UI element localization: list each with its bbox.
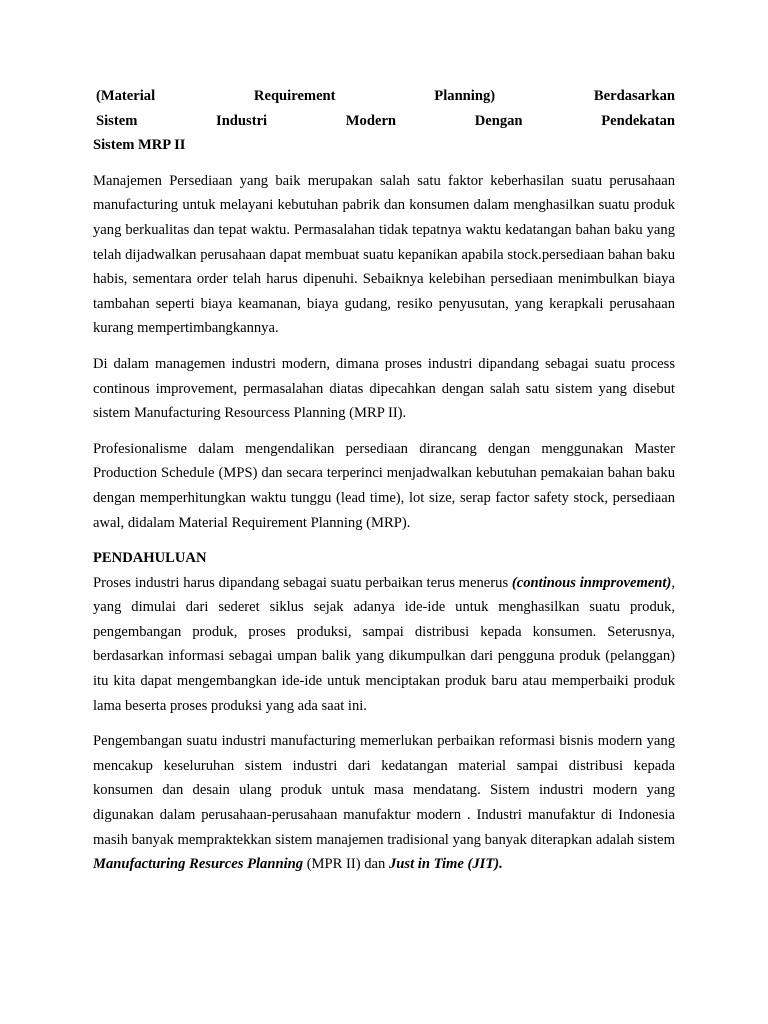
title-line-2	[93, 109, 675, 134]
title-word: Modern	[345, 112, 397, 129]
title-line-1	[93, 84, 675, 109]
title-word: Pendekatan	[601, 112, 675, 129]
title-word: Sistem	[96, 112, 138, 129]
paragraph-5-emphasis-jit: Just in Time (JIT).	[388, 856, 503, 873]
title-word: (Material	[96, 88, 156, 104]
title-word: Industri	[216, 112, 268, 129]
paragraph-4-emphasis: (continous inmprovement)	[511, 574, 672, 591]
paragraph-4-text-end: , yang dimulai dari sederet siklus sejak adanya ide-ide untuk menghasilkan suatu produk, pengembangan produk, proses produksi, sampai distribusi kepada konsumen. Seterusnya, berdasarkan informasi sebagai umpan balik yang dikumpulkan dari pengguna produk (pelanggan) itu kita dapat mengembangkan ide-ide untuk menciptakan produk baru atau memperbaiki produk lama beserta proses produksi yang ada saat ini.	[93, 574, 675, 714]
title-word: Berdasarkan	[593, 88, 675, 104]
title-line-3: Sistem MRP II	[93, 137, 186, 154]
paragraph-5-emphasis-mrp: Manufacturing Resurces Planning	[93, 856, 304, 873]
paragraph-1: Manajemen Persediaan yang baik merupakan salah satu faktor keberhasilan suatu perusahaan manufacturing untuk melayani kebutuhan pabrik dan konsumen dalam menghasilkan suatu produk yang berkualitas dan tepat waktu. Permasalahan tidak tepatnya waktu kedatangan bahan baku yang telah dijadwalkan perusahaan dapat membuat suatu kepanikan apabila stock.persediaan bahan baku habis, sementara order telah harus dipenuhi. Sebaiknya kelebihan persediaan menimbulkan biaya tambahan seperti biaya keamanan, biaya gudang, resiko penyusutan, yang kerapkali perusahaan kurang mempertimbangkannya.	[93, 172, 675, 337]
paragraph-4	[93, 571, 675, 719]
document-page	[93, 84, 675, 888]
title-word: Planning)	[434, 88, 496, 104]
paragraph-3: Profesionalisme dalam mengendalikan persediaan dirancang dengan menggunakan Master Production Schedule (MPS) dan secara terperinci menjadwalkan kebutuhan pemakaian bahan baku dengan memperhitungkan waktu tunggu (lead time), lot size, serap factor safety stock, persediaan awal, didalam Material Requirement Planning (MRP).	[93, 440, 675, 531]
title-word: Requirement	[253, 88, 336, 104]
paragraph-5-text-middle: (MPR II) dan	[303, 856, 389, 873]
section-heading: PENDAHULUAN	[93, 550, 207, 567]
paragraph-2: Di dalam managemen industri modern, dimana proses industri dipandang sebagai suatu process continous improvement, permasalahan diatas dipecahkan dengan salah satu sistem yang disebut sistem Manufacturing Resourcess Planning (MRP II).	[93, 355, 675, 422]
paragraph-4-text: Proses industri harus dipandang sebagai suatu perbaikan terus menerus	[93, 574, 512, 591]
paragraph-5-text: Pengembangan suatu industri manufacturing memerlukan perbaikan reformasi bisnis modern yang mencakup keseluruhan sistem industri dari kedatangan material sampai distribusi kepada konsumen dan desain ulang produk untuk masa mendatang. Sistem industri modern yang digunakan dalam perusahaan-perusahaan manufaktur modern . Industri manufaktur di Indonesia masih banyak mempraktekkan sistem manajemen tradisional yang banyak diterapkan adalah sistem	[93, 733, 675, 848]
title-word: Dengan	[474, 112, 523, 129]
paragraph-5	[93, 729, 675, 877]
